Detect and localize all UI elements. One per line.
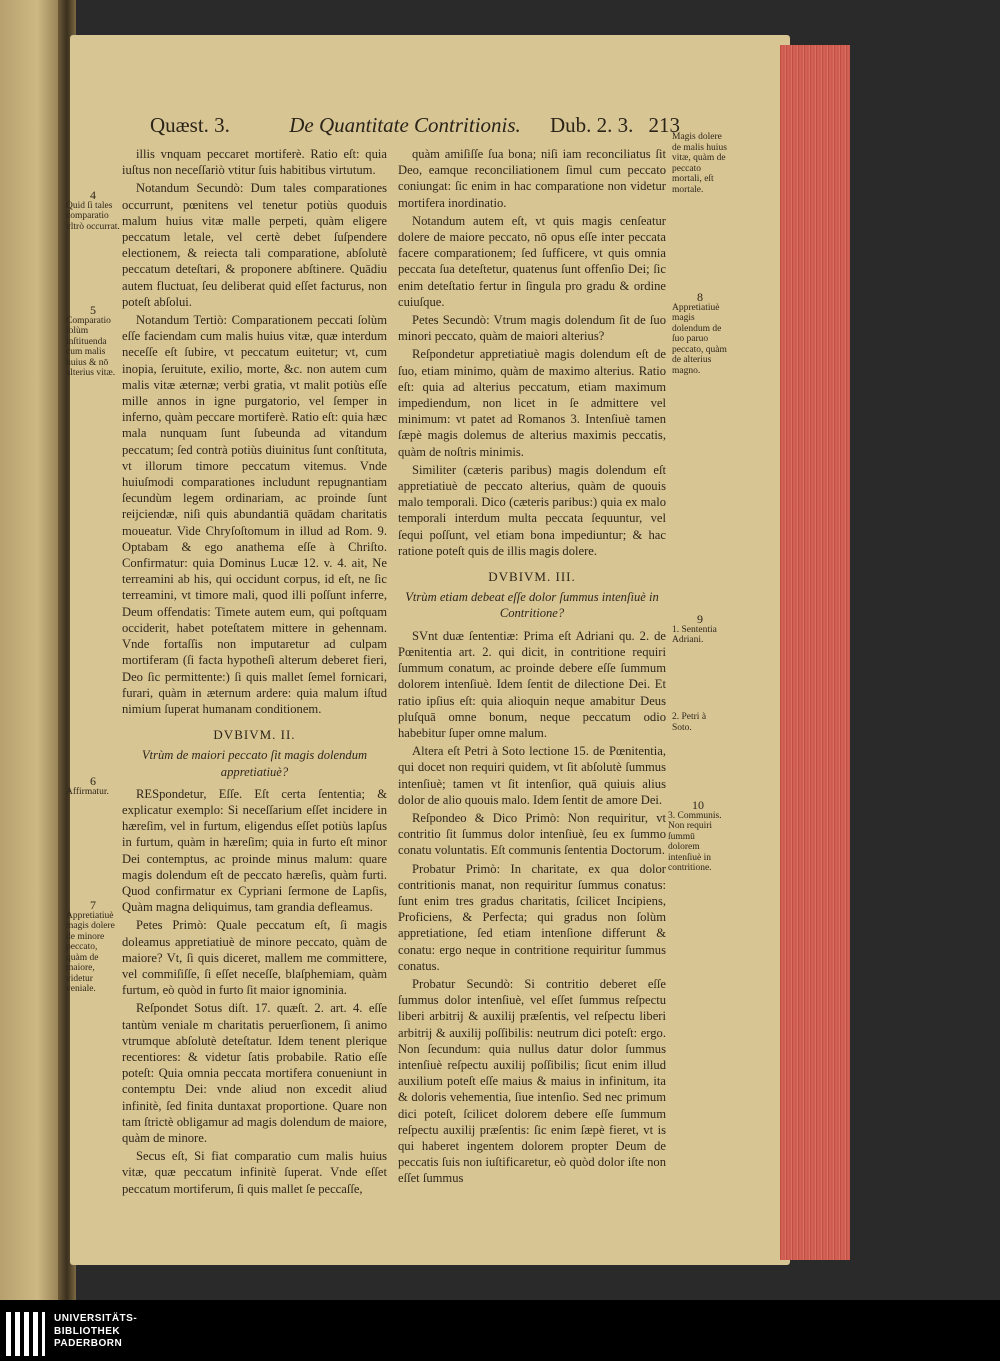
margin-note-5: 5 Comparatio ſolùm inſtituenda cum malis huius & nō alterius vitæ. [66, 303, 116, 378]
running-header [150, 113, 680, 138]
paragraph: Notandum autem eſt, vt quis magis cenſeatur dolere de maiore peccato, nō opus eſſe inter peccata facere comparationem; ſed ſufficere, vt quis omnia peccata ſua deteſtetur, quatenus ſunt offenſio Dei; ſic enim deteſtatio fertur in ſingula pro gradu & ordine cuiuſque. [398, 213, 666, 309]
paragraph: Notandum Tertiò: Comparationem peccati ſolùm eſſe faciendam cum malis huius vitæ, quæ interdum neceſſe eſt ſubire, vt peccatum euitetur; vt, cum inopia, ſeruitute, exilio, morte, &c. non autem cum malis vitæ æternæ; verbi gratia, vt malit potiùs eſſe mille annos in igne purgatorio, vel ſemper in inferno, quàm peccare mortiferè. Ratio eſt: quia hæc mala nunquam ſunt ſubeunda ad vitandum peccatum; ſed contrà potiùs diuinitus ſunt conſtituta, vt illorum timore peccatum vitemus. Vnde huiuſmodi comparationes includunt repugnantiam ſecundùm legem ordinariam, ac proinde ſunt reijciendæ, niſi quis abundantiā quādam charitatis moueatur. Vide Chryſoſtomum in illud ad Rom. 9. Optabam & ego anathema eſſe à Chriſto. Confirmatur: quia Dominus Lucæ 12. v. 4. ait, Ne terreamini ab his, qui occidunt corpus, id eſt, ne ſic terreamini, vt timore mali, quod illi poſſunt inferre, Deum offendatis: Timete autem eum, qui poſtquam occiderit, habet poteſtatem mittere in gehennam. Vnde fortaſſis non imputaretur ad culpam mortiferam (ſi facta hypotheſi alterum deberet fieri, Deo ſic permittente:) ſi quis mallet ſemel fornicari, furari, quàm in æternum ardere: quia malum iſtud nimium ſuperat humanam conditionem. [122, 313, 387, 716]
dubium-3-question: Vtrùm etiam debeat eſſe dolor ſummus intenſiuè in Contritione? [405, 590, 659, 621]
paragraph: Altera eſt Petri à Soto lectione 15. de Pœnitentia, qui docet non requiri quidem, vt ſit abſolutè ſummus intenſiuè; tamen vt ſit intenſior, quā quiuis alius dolor de alio quouis malo. Idem ſentit de amore Dei. [398, 744, 666, 807]
margin-note-9: 9 1. Sententia Adriani. [672, 612, 717, 645]
margin-note-7: 7 Appretiatiuè magis dolere de minore peccato, quàm de maiore, videtur veniale. [66, 898, 115, 994]
margin-note-10: 10 3. Communis. Non requiri ſummū dolorem intenſiuè in contritione. [668, 798, 722, 873]
paragraph: Notandum Secundò: Dum tales comparationes occurrunt, pœnitens vel tenetur potiùs quoduis malum huius vitæ malle perpeti, quàm eligere peccatum letale, vel certè debet ſuſpendere electionem, & reiecta tali comparatione, abſolutè peccatum deteſtari, & proponere abſtinere. Quādiu autem fluctuat, ſeu deliberat quid eſſet facturus, non poteſt abſolui. [122, 181, 387, 309]
paragraph: Similiter (cæteris paribus) magis dolendum eſt appretiatiuè de peccato alterius, quàm de quouis malo temporali. Dico (cæteris paribus:) quia ex malo temporali interdum multa peccata ſequuntur, vel ſequi poſſunt, vel etiam bona impediuntur; & hac ratione poteſt quis de illis magis dolere. [398, 462, 666, 558]
margin-note-8: 8 Appretiatiuè magis dolendum de ſuo paruo peccato, quàm de alterius magno. [672, 290, 727, 376]
paragraph: Reſpondeo & Dico Primò: Non requiritur, vt contritio ſit ſummus dolor intenſiuè, ſeu ex ſummo conatu voluntatis. Eſt communis ſententia Doctorum. [398, 810, 666, 858]
dubium-3-heading: DVBIVM. III. [488, 569, 576, 585]
paragraph: Petes Primò: Quale peccatum eſt, ſi magis doleamus appretiatiuè de minore peccato, quàm de maiore? Vt, ſi quis diceret, mallem me committere, vel commiſiſſe, ſi eſſet neceſſe, blaſphemiam, quàm furtum, eò quòd in furto ſit maior ignominia. [122, 918, 387, 998]
dubium-2-question: Vtrùm de maiori peccato ſit magis dolendum appretiatiuè? [141, 748, 368, 779]
logo-line-2: BIBLIOTHEK [54, 1325, 121, 1337]
logo-line-3: PADERBORN [54, 1338, 123, 1349]
paragraph: SVnt duæ ſententiæ: Prima eſt Adriani qu. 2. de Pœnitentia art. 2. qui dicit, in contritione requiri ſummum conatum, ac proinde debere eſſe ſummum dolorem intenſiuè. Idem ſentit de dilectione Dei. Et ratio ipſius eſt: quia alioquin neque amabitur Deus pluſquā omne bonum, neque peccatum odio habebitur ſuper omne malum. [398, 628, 666, 740]
logo-line-1: UNIVERSITÄTS- [54, 1313, 138, 1324]
header-quaestio: Quæst. 3. [150, 113, 230, 137]
paragraph: Reſpondetur appretiatiuè magis dolendum eſt de ſuo, etiam minimo, quàm de maximo alterius. Ratio eſt: quia ad alterius peccatum, etiam maximum impediendum, non licet in ſe admittere vel minimum: vt patet ad Romanos 3. Intenſiuè tamen ſæpè magis dolemus de alterius maximis peccatis, quàm de noſtris minimis. [398, 347, 666, 459]
red-page-edges [780, 45, 850, 1260]
margin-note-6: 6 Affirmatur. [66, 774, 109, 797]
page-number: 213 [648, 113, 680, 137]
paragraph: Probatur Primò: In charitate, ex qua dolor contritionis manat, non requiritur ſummus conatus: ſunt enim tres gradus charitatis, ſcilicet Incipiens, Proficiens, & Perfecta; qui gradus non ſolùm appretiatione, ſed etiam intenſione differunt & conatu: ergo neque in contritione requiritur ſummus conatus. [398, 861, 666, 973]
paragraph: Petes Secundò: Vtrum magis dolendum ſit de ſuo minori peccato, quàm de maiori alterius? [398, 313, 666, 344]
paragraph: quàm amiſiſſe ſua bona; niſi iam reconciliatus ſit Deo, eamque reconciliationem ſimul cum peccato coniungat: ſic enim in hac comparatione non videtur mortifera inordinatio. [398, 147, 666, 210]
logo-mark-icon [6, 1312, 46, 1356]
paragraph: Reſpondet Sotus diſt. 17. quæſt. 2. art. 4. eſſe tantùm veniale m charitatis peruerſionem, ſi animo vtrumque abſolutè deteſtatur. Idem tenent plerique recentiores: & videtur ſatis probabile. Ratio eſſe poteſt: Quia omnia peccata mortifera conueniunt in contemptu Dei: vnde aliud non excedit aliud infinitè, ſed finita duntaxat proportione. Quare non tam ſtrictè obligamur ad magis dolendum de maiore, quàm de minore. [122, 1001, 387, 1145]
margin-note-right-1: Magis dolere de malis huius vitæ, quàm de peccato mortali, eſt mortale. [672, 132, 727, 195]
right-column [398, 146, 666, 1189]
paragraph: illis vnquam peccaret mortiferè. Ratio eſt: quia iuſtus non neceſſariò vtitur ſuis habitibus virtutum. [122, 147, 387, 178]
left-page-edge [0, 0, 62, 1300]
paragraph: Secus eſt, Si fiat comparatio cum malis huius vitæ, quæ peccatum infinitè ſuperat. Vnde eſſet peccatum mortiferum, ſi quis mallet ſe peccaſſe, [122, 1149, 387, 1196]
paragraph: Probatur Secundò: Si contritio deberet eſſe ſummus dolor intenſiuè, vel eſſet ſummus reſpectu liberi arbitrij & auxilij præſentis, vel reſpectu liberi arbitrij & auxilij poſſibilis: neutrum dici poteſt: ergo. Non ſecundum: quia nullus datur dolor ſummus intenſiuè reſpectu auxilij poſſibilis; ſicut enim illud auxilium poteſt eſſe maius & maius in infinitum, ita & doloris vehementia, ſiue intenſio. Sed nec primum dici poteſt, ſcilicet dolorem debere eſſe ſummum reſpectu auxilij præſentis: ſic enim ſæpè fieret, vt is qui haberet ingentem dolorem propter Deum de peccatis ſuis non iuſtificaretur, eò quòd dolor iſte non eſſet ſummus [398, 976, 666, 1186]
header-title: De Quantitate Contritionis. [289, 113, 521, 137]
margin-note-4: 4 Quid ſi tales comparatio vltrò occurrat. [66, 188, 120, 232]
margin-note-9b: 2. Petri à Soto. [672, 712, 707, 733]
paragraph: RESpondetur, Eſſe. Eſt certa ſententia; & explicatur exemplo: Si neceſſarium eſſet incidere in hæreſim, vel in furtum, eligendus eſſet potiùs lapſus in furtum, quàm in hæreſim; quia in furto eſt minor Dei contemptus, ac proinde minus malum: quare magis dolendum eſt de peccato hæreſis, quàm furti. Quod confirmatur ex Cypriani ſermone de Lapſis, Quàm magna deliquimus, tam grandia defleamus. [122, 786, 387, 915]
header-dubium: Dub. 2. 3. [550, 113, 634, 137]
dubium-2-heading: DVBIVM. II. [213, 727, 296, 743]
left-column [122, 146, 387, 1199]
